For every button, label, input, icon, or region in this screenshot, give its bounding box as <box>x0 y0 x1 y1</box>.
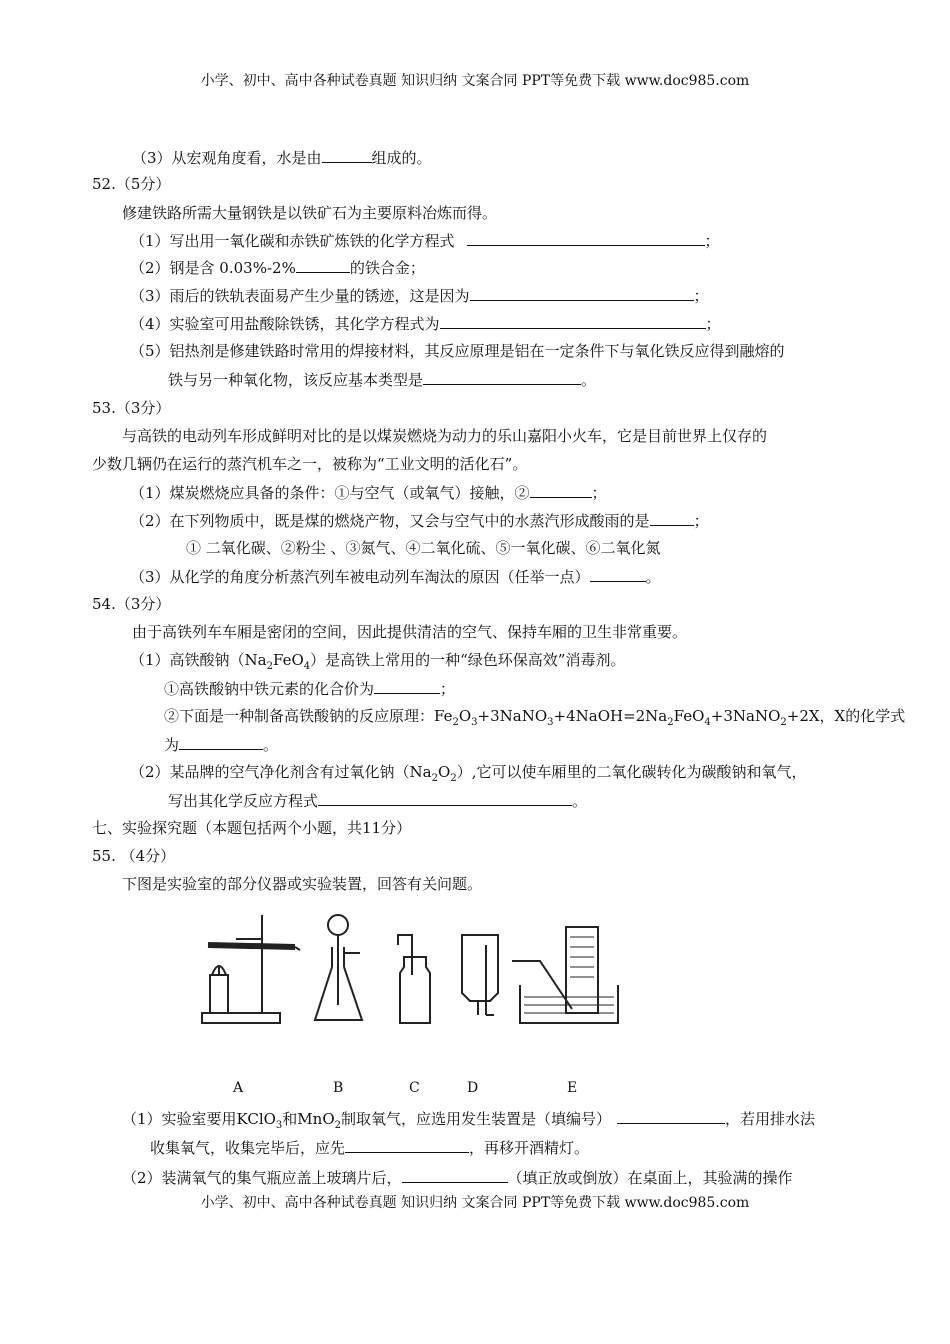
q53-title: 53.（3分） <box>92 399 171 417</box>
q55-part2: （2）装满氧气的集气瓶应盖上玻璃片后， （填正放或倒放）在桌面上，其验满的操作 <box>122 1169 793 1187</box>
q52-part5-line1: （5）铝热剂是修建铁路时常用的焊接材料，其反应原理是铝在一定条件下与氧化铁反应得到融熔的 <box>130 342 785 360</box>
q55-intro: 下图是实验室的部分仪器或实验装置，回答有关问题。 <box>122 875 483 893</box>
q52-part1: （1）写出用一氧化碳和赤铁矿炼铁的化学方程式 ； <box>130 232 720 250</box>
page-header: 小学、初中、高中各种试卷真题 知识归纳 文案合同 PPT等免费下载 www.doc985.com <box>200 73 750 89</box>
q53-intro-line1: 与高铁的电动列车形成鲜明对比的是以煤炭燃烧为动力的乐山嘉阳小火车，它是目前世界上仅存的 <box>122 427 768 445</box>
q53-intro-line2: 少数几辆仍在运行的蒸汽机车之一，被称为“工业文明的活化石”。 <box>92 455 528 473</box>
section-7-title: 七、实验探究题（本题包括两个小题，共11分） <box>92 819 412 837</box>
page-footer: 小学、初中、高中各种试卷真题 知识归纳 文案合同 PPT等免费下载 www.doc985.com <box>200 1195 750 1211</box>
apparatus-label-c: C <box>409 1080 420 1096</box>
q54-part2: （2）某品牌的空气净化剂含有过氧化钠$(Na_2O_2)$,它可以使车厢里的二氧化碳转化为碳酸钠和氧气， <box>130 763 807 784</box>
q52-part4: （4）实验室可用盐酸除铁锈，其化学方程式为 ； <box>130 315 721 333</box>
q55-part1: （1）实验室要用KClO$_3$和MnO$_2$制取氧气，应选用发生装置是（填编号） ，若用排水法 <box>122 1110 816 1131</box>
q53-part1: （1）煤炭燃烧应具备的条件：①与空气（或氧气）接触，② ； <box>130 484 607 502</box>
apparatus-label-e: E <box>567 1080 578 1096</box>
q54-part1: （1）高铁酸钠$(Na_2FeO_4)$是高铁上常用的一种“绿色环保高效”消毒剂。 <box>130 651 626 672</box>
q54-part1-2-line2: 为 。 <box>164 736 279 754</box>
q53-part2: （2）在下列物质中，既是煤的燃烧产物，又会与空气中的水蒸汽形成酸雨的是 ； <box>130 512 709 530</box>
q54-part1-2: ②下面是一种制备高铁酸钠的反应原理：$Fe_2O_3+3NaNO_3+4NaOH=2Na_2FeO_4+3NaNO_2+2X$，X的化学式 <box>164 707 906 728</box>
q52-title: 52.（5分） <box>92 175 171 193</box>
q52-part3: （3）雨后的铁轨表面易产生少量的锈迹，这是因为 ； <box>130 287 709 305</box>
q55-part1-line2: 收集氧气，收集完毕后，应先 ，再移开酒精灯。 <box>150 1139 590 1157</box>
q54-part2-line2: 写出其化学反应方程式 。 <box>168 792 588 810</box>
apparatus-label-b: B <box>333 1080 344 1096</box>
q54-intro: 由于高铁列车车厢是密闭的空间，因此提供清洁的空气、保持车厢的卫生非常重要。 <box>132 623 688 641</box>
q52-intro: 修建铁路所需大量钢铁是以铁矿石为主要原料冶炼而得。 <box>122 204 498 222</box>
q51-part3: （3）从宏观角度看，水是由 组成的。 <box>132 149 432 167</box>
apparatus-label-d: D <box>467 1080 479 1096</box>
q52-part5-line2: 铁与另一种氧化物，该反应基本类型是 。 <box>168 371 597 389</box>
apparatus-d-inverted-bottle <box>462 935 498 1015</box>
q53-part2-options: ① 二氧化碳、②粉尘 、③氮气、④二氧化硫、⑤一氧化碳、⑥二氧化氮 <box>186 539 661 557</box>
lab-apparatus-figure <box>190 905 640 1035</box>
apparatus-e-water-trough <box>512 927 618 1023</box>
q55-title: 55. （4分） <box>92 847 176 865</box>
apparatus-b-conical-flask <box>315 915 362 1020</box>
q53-part3: （3）从化学的角度分析蒸汽列车被电动列车淘汰的原因（任举一点） 。 <box>130 568 661 586</box>
q52-part2: （2）钢是含 0.03%-2% 的铁合金； <box>130 259 425 277</box>
q54-part1-1: ①高铁酸钠中铁元素的化合价为 ； <box>164 680 456 698</box>
q54-title: 54.（3分） <box>92 595 171 613</box>
apparatus-c-gas-bottle <box>398 935 430 1023</box>
apparatus-a-heating-setup <box>202 915 300 1023</box>
apparatus-label-a: A <box>233 1080 244 1096</box>
